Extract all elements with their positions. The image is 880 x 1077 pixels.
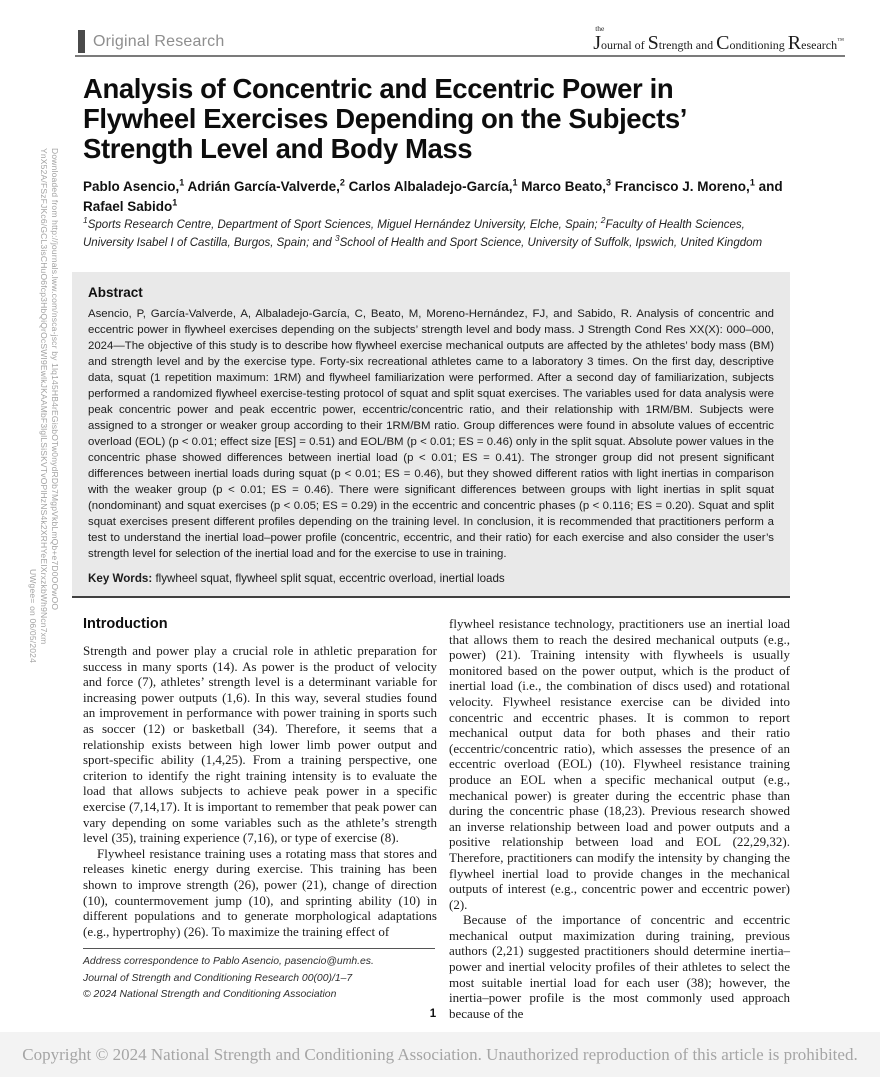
affiliation-mark: 3 [334,232,340,243]
article-title: Analysis of Concentric and Eccentric Power in Flywheel Exercises Depending on the Subjects’ Strength Level and Body Mass [83,73,686,164]
affiliation: Faculty of Health Sciences, University Isabel I of Castilla, Burgos, Spain; and [83,218,745,249]
affiliation-mark: 2 [600,215,606,225]
author-affiliation-mark: 3 [606,177,612,187]
journal-citation-line: Journal of Strength and Conditioning Research 00(00)/1–7 [83,972,353,984]
author-list [83,176,801,217]
body-column-left [83,616,437,939]
journal-logo-initial: S [647,32,659,54]
abstract-box [72,272,790,598]
author: Marco Beato,$^3$ [517,177,612,194]
journal-logo-initial: J [593,32,601,54]
journal-logo-text: esearch [801,38,838,52]
copyright-notice: Copyright © 2024 National Strength and Conditioning Association. Unauthorized reproduction of this article is prohibited. [22,1044,858,1064]
watermark-line: YnX52A/FSzFJKc6/GCL3isCHuO6fcp3HbQiQrOcSWI9EwlkJKAAMbF3lglLSiSKVTvOPlHzNS4k2XRHYeEIXrxzkbWh9Ncn7xm [39,148,49,645]
intro-paragraph: Because of the importance of concentric and eccentric mechanical output maximization during training, previous authors (2,21) suggested practitioners should determine inertia–power and inertial velocity profiles of their athletes to select the most suitable inertial load for each user (38); however, the inertia–power profile is the most commonly used approach because of the [449,912,790,1021]
journal-logo-the: the [595,24,605,33]
author: and Rafael Sabido$^1$ [83,178,783,214]
intro-paragraph: flywheel resistance technology, practitioners use an inertial load that allows them to reach the desired mechanical outputs (e.g., power) (21). Training intensity with flywheels is usually monitored based on the power output, which is the product of inertial load (i.e., the combination of discs used) and rotational velocity. Flywheel resistance exercise can be divided into concentric and eccentric phases. It is common to report mechanical output data for both phases and their ratio (eccentric/concentric ratio), which assesses the presence of an eccentric overload (EOL) (10). Flywheel resistance training produce an EOL when a specific mechanical output (e.g., mechanical power) is greater during the eccentric phase than during the concentric phase (18,23). Previous research showed an inverse relationship between load and power outputs and a positive relationship between load and EOL (22,29,32). Therefore, practitioners can modify the intensity by changing the flywheel inertial load to provide changes in the mechanical outputs of interest (e.g., concentric power and eccentric power) (2). [449,616,790,912]
abstract-text: Asencio, P, García-Valverde, A, Albaladejo-García, C, Beato, M, Moreno-Hernández, FJ, and Sabido, R. Analysis of concentric and eccentric power in flywheel exercises depending on the subjects’ strength level and body mass. J Strength Cond Res XX(X): 000–000, 2024—The objective of this study is to describe how flywheel exercise mechanical outputs are affected by the athletes’ body mass (BM) and strength level and by the exercise type. Forty-six recreational athletes came to a laboratory 3 times. On the first day, descriptive data, squat (1 repetition maximum: 1RM) and flywheel familiarization were performed. After a second day of familiarization, subjects performed a randomized flywheel exercise-testing protocol of squat and split squat exercises. The variables used for data analysis were peak concentric power and peak eccentric power, eccentric/concentric ratio, and their relationship with 1RM/BM. Subjects were assigned to a stronger or weaker group according to their 1RM/BM ratio. Group differences were found in absolute values of eccentric overload (EOL) (p < 0.01; effect size [ES] = 0.51) and EOL/BM (p < 0.01; ES = 0.46) only in the split squat. Absolute power values in the concentric phase showed differences between inertial load (p < 0.01; ES = 0.41). The stronger group did not present significant differences between inertial loads during squat (p < 0.01; ES = 0.46), but they showed different ratios with light inertias in comparison with the weaker group (p < 0.01; ES = 0.46). There were significant differences between groups with light inertias in split squat (nondominant) and squat exercises (p < 0.05; ES = 0.29) in the eccentric and concentric phases (p < 0.116; ES = 0.20). Squat and split squat exercises present different profiles depending on the training level. In conclusion, it is recommended that practitioners perform a test to understand the inertial load–power profile (concentric, eccentric, and their ratio) for each exercise and also consider the user’s strength level for selection of the inertial load and for the exercise to use in training. [88,308,774,560]
trademark-symbol: ™ [837,36,844,45]
correspondence-line: Address correspondence to Pablo Asencio, pasencio@umh.es. [83,956,374,967]
download-watermark [26,148,60,663]
header-divider [75,55,845,57]
affiliations [83,215,795,251]
affiliation-mark: 1 [83,215,88,225]
journal-logo-initial: C [716,32,730,54]
journal-logo-text: onditioning [729,38,788,52]
author-affiliation-mark: 2 [339,177,345,187]
author: Adrián García-Valverde,$^2$ [184,177,345,194]
body-column-right [449,616,790,1021]
intro-paragraph: Flywheel resistance training uses a rotating mass that stores and releases kinetic energy during exercise. This training has been shown to improve strength (26), power (21), change of direction (10), countermovement jump (10), and sprinting ability (10) in different populations and to generate morphological adaptations (e.g., hypertrophy) (26). To maximize the training effect of [83,845,437,939]
author-affiliation-mark: 1 [172,197,178,208]
keywords-text: flywheel squat, flywheel split squat, eccentric overload, inertial loads [152,572,505,585]
affiliation: Sports Research Centre, Department of Sport Sciences, Miguel Hernández University, Elche, Spain; [87,218,601,231]
author: Francisco J. Moreno,$^1$ [611,177,755,194]
copyright-bar [0,1032,880,1077]
journal-logo-text: trength and [658,38,717,52]
watermark-line: Downloaded from http://journals.lww.com/nsca-jscr by 1lq145HB4rEGisbOTw0nydRDb7MgpVkbLmQb+e7D0OOwOO [50,148,60,611]
page-number: 1 [429,1008,437,1020]
keywords-line [88,572,774,585]
keywords-label: Key Words: [88,572,153,585]
section-accent-bar [78,30,85,53]
correspondence-footnote [83,948,435,1006]
copyright-line: © 2024 National Strength and Conditioning Association [83,989,337,1000]
intro-paragraph: Strength and power play a crucial role in athletic preparation for success in many sports (14). As power is the product of velocity and force (7), athletes’ strength level is a determinant variable for increasing power outputs (1,6). In this way, several studies found an improvement in performance with power training in sports such as soccer (12) or basketball (34). Therefore, it seems that a relationship exists between high lower limb power output and sport-specific ability (1,4,25). From a training perspective, one criterion to identify the right training intensity is to evaluate the load that allows subjects to achieve peak power in a specific exercise (7,14,17). It is important to remember that peak power can vary depending on some variables such as the athlete’s strength level (35), training experience (7,16), or type of exercise (8). [83,643,437,846]
author: Pablo Asencio,$^1$ [83,177,185,194]
journal-logo [593,24,844,55]
section-label: Original Research [93,32,225,50]
journal-logo-text: ournal of [601,38,648,52]
watermark-line: UWgee= on 06/05/2024 [28,568,38,663]
author-affiliation-mark: 1 [512,177,518,187]
author-affiliation-mark: 1 [749,177,755,187]
journal-logo-initial: R [787,32,802,54]
introduction-heading: Introduction [83,616,168,632]
header-section [78,30,224,53]
abstract-heading: Abstract [88,285,143,300]
affiliation: School of Health and Sport Science, University of Suffolk, Ipswich, United Kingdom [339,236,763,249]
author-affiliation-mark: 1 [179,177,185,187]
author: Carlos Albaladejo-García,$^1$ [344,177,518,194]
